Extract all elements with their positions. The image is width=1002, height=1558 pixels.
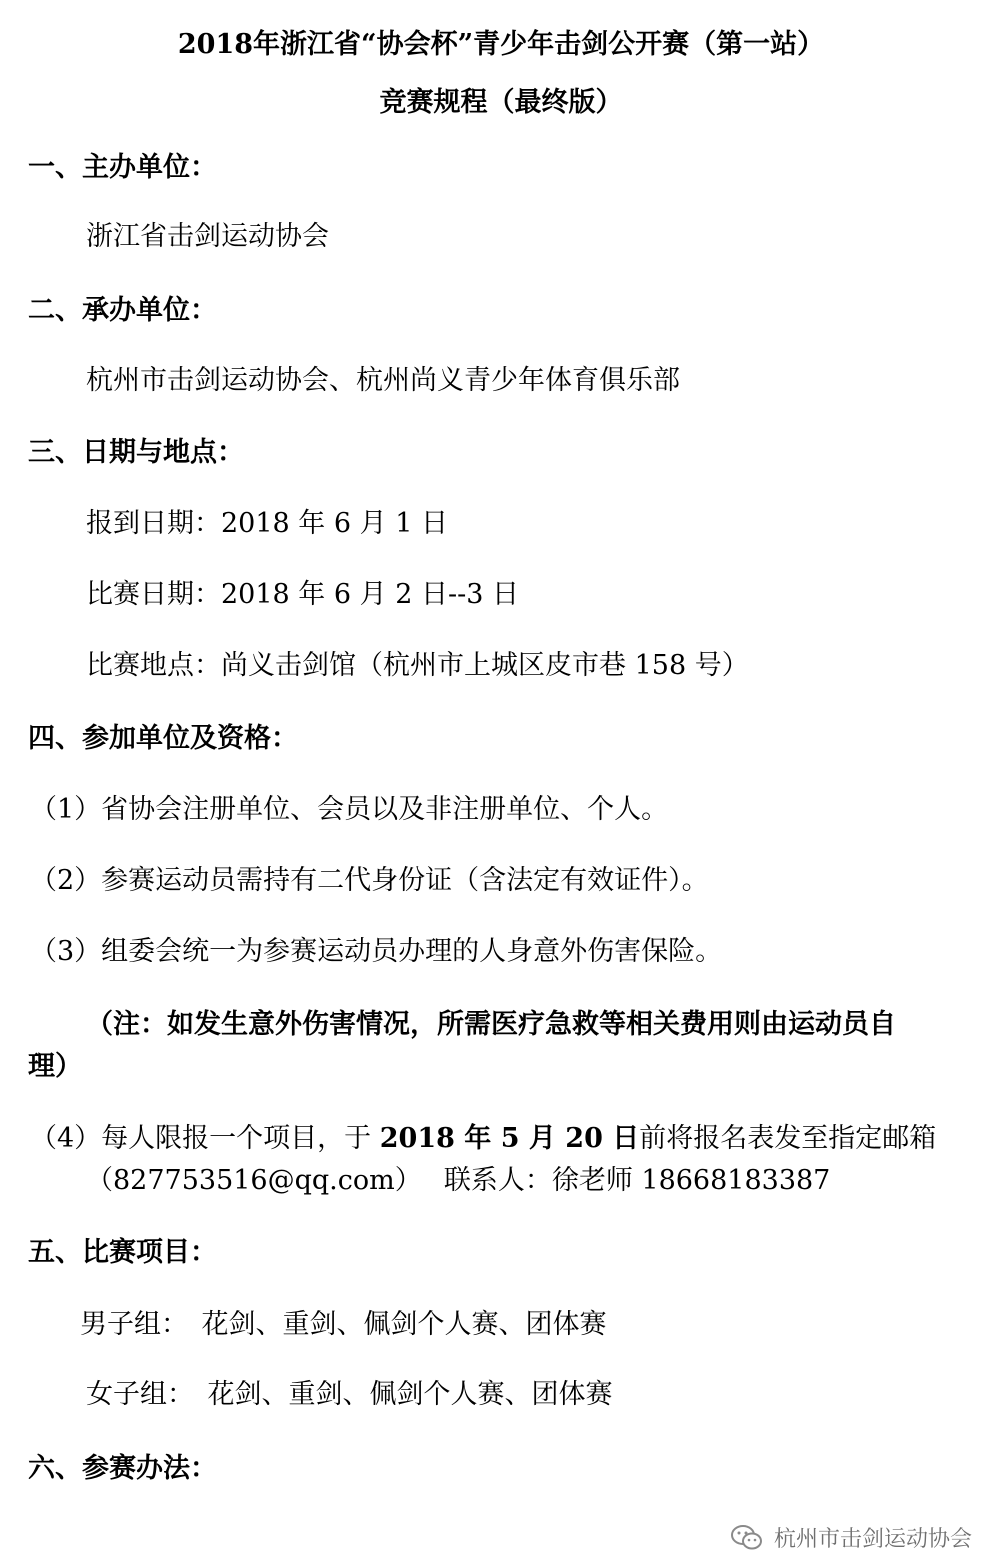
- venue: 比赛地点：尚义击剑馆（杭州市上城区皮市巷 158 号）: [86, 650, 749, 681]
- note-line-2: 理）: [28, 1051, 82, 1082]
- item4-suffix: 前将报名表发至指定邮箱: [639, 1123, 937, 1154]
- eligibility-item-4: [30, 1122, 936, 1156]
- section-heading-host: 二、承办单位：: [28, 295, 217, 326]
- section-heading-date-place: 三、日期与地点：: [28, 437, 244, 468]
- section-heading-events: 五、比赛项目：: [28, 1237, 217, 1268]
- host-text: 杭州市击剑运动协会、杭州尚义青少年体育俱乐部: [86, 365, 680, 396]
- contact-line: （827753516@qq.com） 联系人：徐老师 18668183387: [86, 1165, 831, 1196]
- wechat-icon: [730, 1524, 764, 1552]
- eligibility-item-1: （1）省协会注册单位、会员以及非注册单位、个人。: [30, 794, 669, 825]
- doc-title: 2018年浙江省“协会杯”青少年击剑公开赛（第一站）: [177, 29, 825, 60]
- eligibility-item-2: （2）参赛运动员需持有二代身份证（含法定有效证件）。: [30, 865, 709, 896]
- watermark-text: 杭州市击剑运动协会: [773, 1527, 972, 1552]
- match-date: 比赛日期：2018 年 6 月 2 日--3 日: [86, 579, 519, 610]
- note-line-1: （注：如发生意外伤害情况，所需医疗急救等相关费用则由运动员自: [86, 1009, 896, 1040]
- doc-subtitle: 竞赛规程（最终版）: [379, 87, 623, 118]
- events-men: 男子组： 花剑、重剑、佩剑个人赛、团体赛: [80, 1309, 607, 1340]
- organizer-text: 浙江省击剑运动协会: [86, 221, 329, 252]
- events-women: 女子组： 花剑、重剑、佩剑个人赛、团体赛: [86, 1379, 613, 1410]
- eligibility-item-3: （3）组委会统一为参赛运动员办理的人身意外伤害保险。: [30, 936, 723, 967]
- watermark: [730, 1522, 972, 1553]
- item4-prefix: （4）每人限报一个项目，于: [30, 1123, 380, 1154]
- report-date: 报到日期：2018 年 6 月 1 日: [86, 508, 448, 539]
- item4-deadline: 2018 年 5 月 20 日: [379, 1123, 640, 1154]
- section-heading-organizer: 一、主办单位：: [28, 152, 217, 183]
- section-heading-method: 六、参赛办法：: [28, 1453, 217, 1484]
- section-heading-eligibility: 四、参加单位及资格：: [28, 723, 298, 754]
